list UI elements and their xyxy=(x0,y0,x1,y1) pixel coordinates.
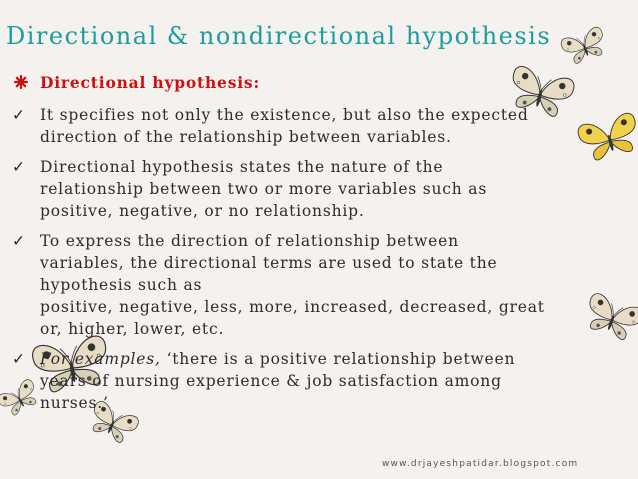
bullet-line: nurses.’ xyxy=(40,394,109,412)
slide-title: Directional & nondirectional hypothesis xyxy=(6,22,552,50)
bullet-item xyxy=(10,156,610,222)
butterfly-icon xyxy=(560,26,609,67)
bullet-line: hypothesis such as xyxy=(40,276,203,294)
heading-row xyxy=(10,72,610,96)
checkmark-icon: ✓ xyxy=(12,232,26,250)
section-heading: Directional hypothesis: xyxy=(40,73,260,92)
bullet-line: positive, negative, or no relationship. xyxy=(40,202,365,220)
checkmark-icon: ✓ xyxy=(12,158,26,176)
slide-content xyxy=(10,72,610,422)
checkmark-icon: ✓ xyxy=(12,106,26,124)
example-label: For examples, xyxy=(40,350,161,368)
checkmark-icon: ✓ xyxy=(12,350,26,368)
bullet-line: variables, the directional terms are used to state the xyxy=(40,254,498,272)
footer-url: www.drjayeshpatidar.blogspot.com xyxy=(382,459,579,469)
bullet-item xyxy=(10,104,610,148)
bullet-line: It specifies not only the existence, but also the expected xyxy=(40,106,529,124)
bullet-item xyxy=(10,348,610,414)
bullet-line xyxy=(40,348,610,370)
bullet-line: To express the direction of relationship between xyxy=(40,232,459,250)
bullet-line: or, higher, lower, etc. xyxy=(40,320,225,338)
bullet-line: relationship between two or more variables such as xyxy=(40,180,488,198)
bullet-line: years of nursing experience & job satisfaction among xyxy=(40,372,502,390)
red-star-bullet-icon xyxy=(14,75,28,89)
example-text: ‘there is a positive relationship between xyxy=(160,350,516,368)
bullet-line: direction of the relationship between variables. xyxy=(40,128,452,146)
bullet-line: positive, negative, less, more, increased, decreased, great xyxy=(40,298,545,316)
bullet-line: Directional hypothesis states the nature of the xyxy=(40,158,444,176)
bullet-item xyxy=(10,230,610,340)
